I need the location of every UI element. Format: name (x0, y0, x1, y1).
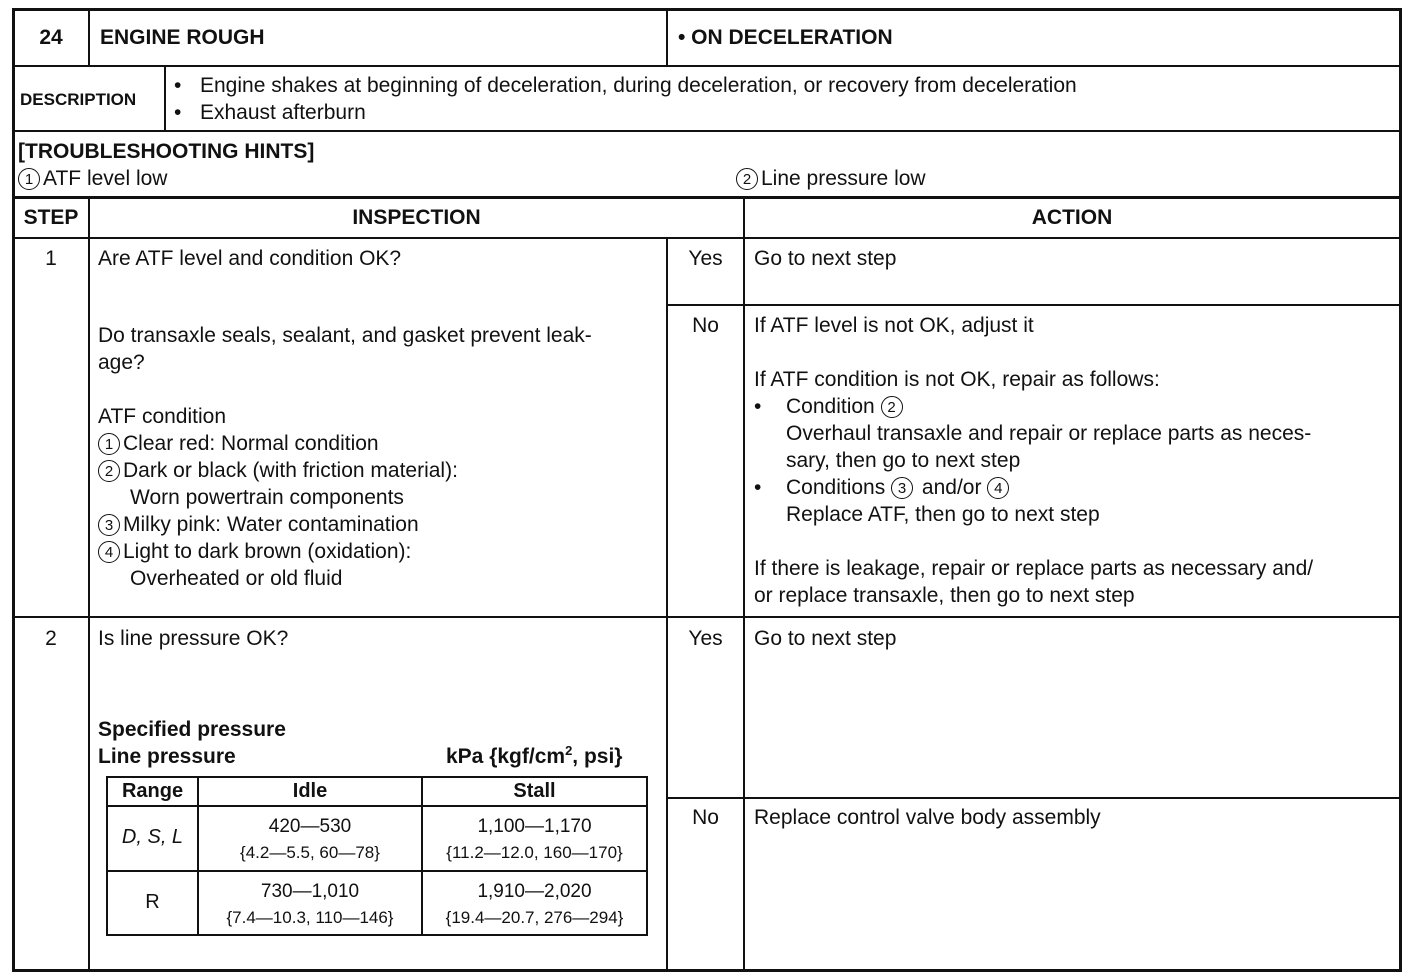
answer-no: No (692, 314, 719, 337)
answer-yes: Yes (688, 247, 723, 270)
column-header-inspection: INSPECTION (352, 206, 481, 229)
action-text: Go to next step (754, 247, 897, 270)
table-header-stall: Stall (513, 780, 556, 802)
table-cell-stall: {19.4—20.7, 276—294} (445, 908, 624, 927)
frame-right (1399, 8, 1402, 972)
spec-unit: kPa {$kgf/cm^2$, psi} (446, 743, 623, 768)
divider (12, 237, 1402, 239)
frame-top (12, 8, 1402, 11)
action-bullet: • Condition 2 (754, 393, 906, 420)
symptom-condition: • ON DECELERATION (678, 26, 893, 49)
table-cell-range: D, S, L (121, 826, 184, 848)
action-text: sary, then go to next step (786, 449, 1021, 472)
action-text: If ATF level is not OK, adjust it (754, 314, 1034, 337)
table-cell-stall: 1,100—1,170 (477, 816, 592, 837)
divider (666, 8, 668, 65)
hint-item: 2 Line pressure low (736, 165, 926, 192)
column-header-action: ACTION (1031, 206, 1113, 229)
atf-condition-item: 3 Milky pink: Water contamination (98, 511, 419, 538)
divider (743, 196, 745, 972)
inspection-question: Are ATF level and condition OK? (98, 247, 402, 270)
divider (12, 616, 1402, 618)
table-cell-stall: 1,910—2,020 (477, 881, 592, 902)
divider (668, 797, 1402, 799)
action-text: Overhaul transaxle and repair or replace parts as neces- (786, 422, 1312, 445)
table-header-idle: Idle (292, 780, 328, 802)
divider (164, 65, 166, 130)
atf-condition-title: ATF condition (98, 405, 226, 428)
column-header-step: STEP (23, 206, 79, 229)
divider (668, 304, 1402, 306)
atf-condition-item: 1 Clear red: Normal condition (98, 430, 379, 457)
action-text: Go to next step (754, 627, 897, 650)
spec-subtitle: Line pressure (98, 745, 236, 768)
hint-item: 1 ATF level low (18, 165, 167, 192)
answer-yes: Yes (688, 627, 723, 650)
table-cell-idle: 730—1,010 (260, 881, 360, 902)
action-text: Replace ATF, then go to next step (786, 503, 1100, 526)
action-text: or replace transaxle, then go to next step (754, 584, 1135, 607)
action-text: If ATF condition is not OK, repair as follows: (754, 368, 1160, 391)
description-item: • Exhaust afterburn (174, 101, 366, 124)
atf-condition-detail: Worn powertrain components (130, 486, 404, 509)
step-number: 2 (45, 627, 57, 650)
table-cell-idle: {7.4—10.3, 110—146} (226, 908, 394, 927)
hints-title: [TROUBLESHOOTING HINTS] (18, 140, 315, 163)
spec-title: Specified pressure (98, 718, 286, 741)
divider (12, 65, 1402, 67)
table-cell-stall: {11.2—12.0, 160—170} (446, 843, 623, 862)
table-cell-idle: {4.2—5.5, 60—78} (240, 843, 380, 862)
inspection-question: Do transaxle seals, sealant, and gasket prevent leak- (98, 324, 592, 347)
table-header-range: Range (121, 780, 184, 802)
inspection-question: Is line pressure OK? (98, 627, 289, 650)
table-cell-idle: 420—530 (268, 816, 352, 837)
action-bullet: • Conditions 3 and/or 4 (754, 474, 1012, 501)
description-label: DESCRIPTION (20, 90, 137, 109)
atf-condition-item: 2 Dark or black (with friction material): (98, 457, 458, 484)
divider (12, 130, 1402, 132)
divider (88, 8, 90, 65)
divider (666, 237, 668, 972)
inspection-question: age? (98, 351, 145, 374)
divider (12, 196, 1402, 199)
action-text: If there is leakage, repair or replace parts as necessary and/ (754, 557, 1314, 580)
symptom-title: ENGINE ROUGH (100, 26, 265, 49)
atf-condition-detail: Overheated or old fluid (130, 567, 343, 590)
frame-bottom (12, 969, 1402, 972)
divider (88, 196, 90, 972)
table-cell-range: R (145, 891, 160, 913)
action-text: Replace control valve body assembly (754, 806, 1101, 829)
item-number: 24 (39, 26, 63, 49)
answer-no: No (692, 806, 719, 829)
step-number: 1 (45, 247, 57, 270)
pressure-table (106, 776, 648, 936)
description-item: • Engine shakes at beginning of deceleration, during deceleration, or recovery from deceleration (174, 74, 1077, 97)
atf-condition-item: 4 Light to dark brown (oxidation): (98, 538, 411, 565)
frame-left (12, 8, 15, 972)
